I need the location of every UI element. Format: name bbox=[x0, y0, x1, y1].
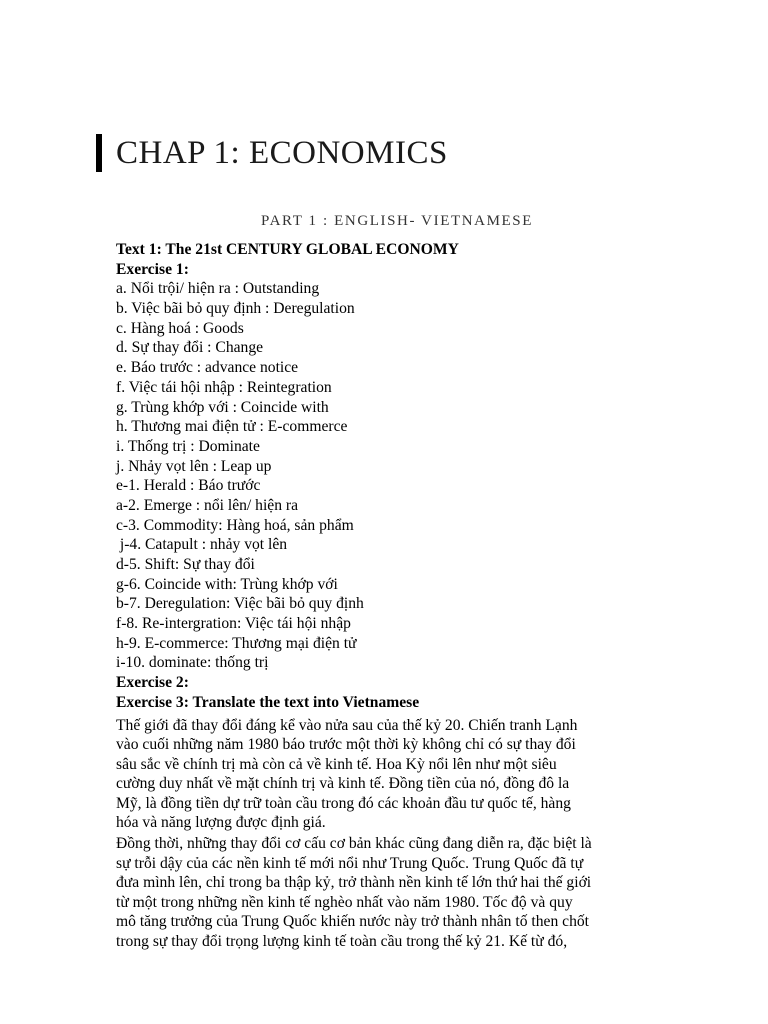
list-item: c. Hàng hoá : Goods bbox=[116, 319, 244, 337]
paragraph-line: cường duy nhất về mặt chính trị và kinh tế. Đồng tiền của nó, đồng đô la bbox=[116, 775, 570, 793]
list-item: e-1. Herald : Báo trước bbox=[116, 477, 261, 495]
list-item: h-9. E-commerce: Thương mại điện tử bbox=[116, 634, 357, 652]
part-title: PART 1 : ENGLISH- VIETNAMESE bbox=[261, 213, 533, 229]
list-item: i-10. dominate: thống trị bbox=[116, 654, 269, 672]
chapter-title: CHAP 1: ECONOMICS bbox=[116, 134, 448, 171]
paragraph-line: sự trỗi dậy của các nền kinh tế mới nổi như Trung Quốc. Trung Quốc đã tự bbox=[116, 854, 584, 872]
chapter-heading bbox=[96, 128, 448, 178]
list-item: g-6. Coincide with: Trùng khớp với bbox=[116, 575, 338, 593]
paragraph-line: vào cuối những năm 1980 báo trước một thời kỳ không chỉ có sự thay đổi bbox=[116, 736, 576, 754]
translation-paragraph-2 bbox=[116, 834, 676, 952]
exercise-1-list bbox=[116, 279, 676, 673]
list-item: d-5. Shift: Sự thay đổi bbox=[116, 556, 255, 573]
text-heading: Text 1: The 21st CENTURY GLOBAL ECONOMY bbox=[116, 241, 459, 258]
list-item: f-8. Re-intergration: Việc tái hội nhập bbox=[116, 615, 351, 633]
paragraph-line: Thế giới đã thay đổi đáng kể vào nửa sau của thế kỷ 20. Chiến tranh Lạnh bbox=[116, 716, 578, 734]
list-item: a-2. Emerge : nổi lên/ hiện ra bbox=[116, 496, 299, 514]
translation-paragraph-1 bbox=[116, 716, 676, 834]
paragraph-line: Đồng thời, những thay đổi cơ cấu cơ bản khác cũng đang diễn ra, đặc biệt là bbox=[116, 835, 592, 853]
exercise-2-heading: Exercise 2: bbox=[116, 674, 189, 692]
paragraph-line: từ một trong những nền kinh tế nghèo nhất vào năm 1980. Tốc độ và quy bbox=[116, 893, 573, 911]
list-item: b-7. Deregulation: Việc bãi bỏ quy định bbox=[116, 595, 364, 613]
list-item: i. Thống trị : Dominate bbox=[116, 437, 260, 455]
exercise-1-heading: Exercise 1: bbox=[116, 260, 189, 278]
list-item: c-3. Commodity: Hàng hoá, sản phẩm bbox=[116, 516, 354, 534]
paragraph-line: mô tăng trưởng của Trung Quốc khiến nước này trở thành nhân tố then chốt bbox=[116, 913, 589, 931]
paragraph-line: hóa và năng lượng được định giá. bbox=[116, 814, 326, 832]
paragraph-line: Mỹ, là đồng tiền dự trữ toàn cầu trong đó các khoản đầu tư quốc tế, hàng bbox=[116, 794, 571, 812]
list-item: d. Sự thay đổi : Change bbox=[116, 339, 264, 357]
document-body bbox=[116, 240, 676, 952]
paragraph-line: đưa mình lên, chỉ trong ba thập kỷ, trở thành nền kinh tế lớn thứ hai thế giới bbox=[116, 874, 592, 892]
list-item: b. Việc bãi bỏ quy định : Deregulation bbox=[116, 300, 355, 318]
exercise-3-heading: Exercise 3: Translate the text into Vietnamese bbox=[116, 693, 420, 711]
list-item: j. Nhảy vọt lên : Leap up bbox=[116, 457, 272, 475]
paragraph-line: trong sự thay đổi trọng lượng kinh tế toàn cầu trong thế kỷ 21. Kế từ đó, bbox=[116, 933, 568, 951]
list-item: f. Việc tái hội nhập : Reintegration bbox=[116, 378, 332, 396]
list-item: a. Nổi trội/ hiện ra : Outstanding bbox=[116, 280, 320, 298]
list-item: j-4. Catapult : nhảy vọt lên bbox=[116, 536, 288, 554]
list-item: h. Thương mai điện tử : E-commerce bbox=[116, 418, 348, 436]
paragraph-line: sâu sắc về chính trị mà còn cả về kinh tế. Hoa Kỳ nổi lên như một siêu bbox=[116, 755, 557, 773]
list-item: e. Báo trước : advance notice bbox=[116, 359, 299, 377]
heading-bar bbox=[96, 134, 102, 172]
list-item: g. Trùng khớp với : Coincide with bbox=[116, 398, 329, 416]
